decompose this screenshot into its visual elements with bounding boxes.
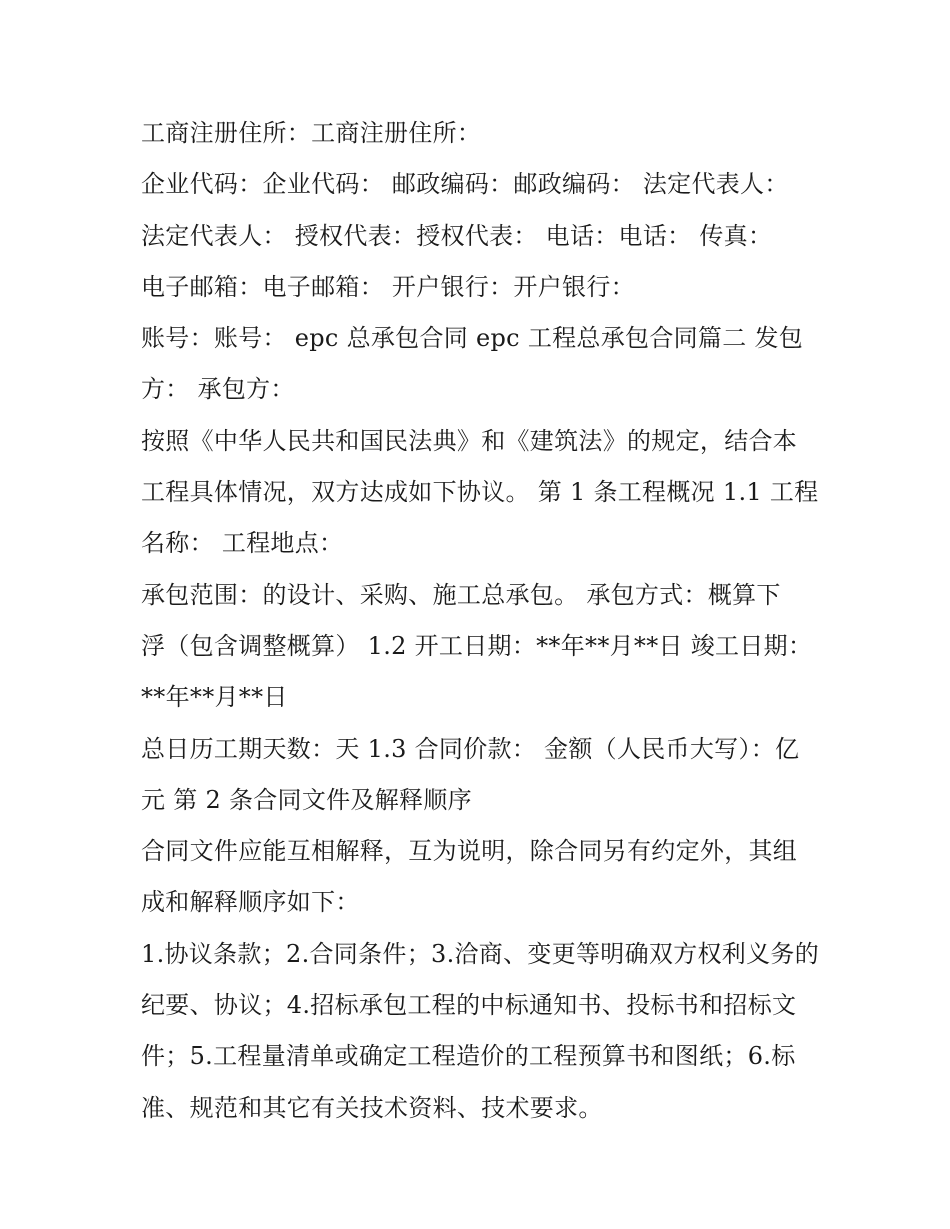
text-line: 准、规范和其它有关技术资料、技术要求。 [141,1093,603,1122]
text-line: 按照《中华人民共和国民法典》和《建筑法》的规定，结合本 [141,426,798,455]
text-line: 工程具体情况，双方达成如下协议。 第 1 条工程概况 1.1 工程 [141,478,819,507]
text-line: 件；5.工程量清单或确定工程造价的工程预算书和图纸；6.标 [141,1042,796,1071]
text-line: 浮（包含调整概算） 1.2 开工日期：**年**月**日 竣工日期： [141,631,813,660]
text-line: 合同文件应能互相解释，互为说明，除合同另有约定外，其组 [141,837,798,866]
text-line: 元 第 2 条合同文件及解释顺序 [141,785,472,814]
text-line: 总日历工期天数：天 1.3 合同价款： 金额（人民币大写）：亿 [141,734,800,763]
text-line: 企业代码：企业代码： 邮政编码：邮政编码： 法定代表人： [141,170,789,199]
text-line: 名称： 工程地点： [141,529,344,558]
text-line: 法定代表人： 授权代表：授权代表： 电话：电话： 传真： [141,221,773,250]
document-body [141,108,821,1134]
text-line: 纪要、协议；4.招标承包工程的中标通知书、投标书和招标文 [141,991,797,1020]
text-line: **年**月**日 [141,683,288,712]
text-line: 成和解释顺序如下： [141,888,360,917]
text-line: 工商注册住所：工商注册住所： [141,119,482,147]
text-line: 1.协议条款；2.合同条件；3.洽商、变更等明确双方权利义务的 [141,939,819,968]
text-line: 承包范围：的设计、采购、施工总承包。 承包方式：概算下 [141,580,781,609]
text-line: 电子邮箱：电子邮箱： 开户银行：开户银行： [141,272,635,301]
text-line: 方： 承包方： [141,375,295,404]
text-line: 账号：账号： epc 总承包合同 epc 工程总承包合同篇二 发包 [141,324,804,353]
